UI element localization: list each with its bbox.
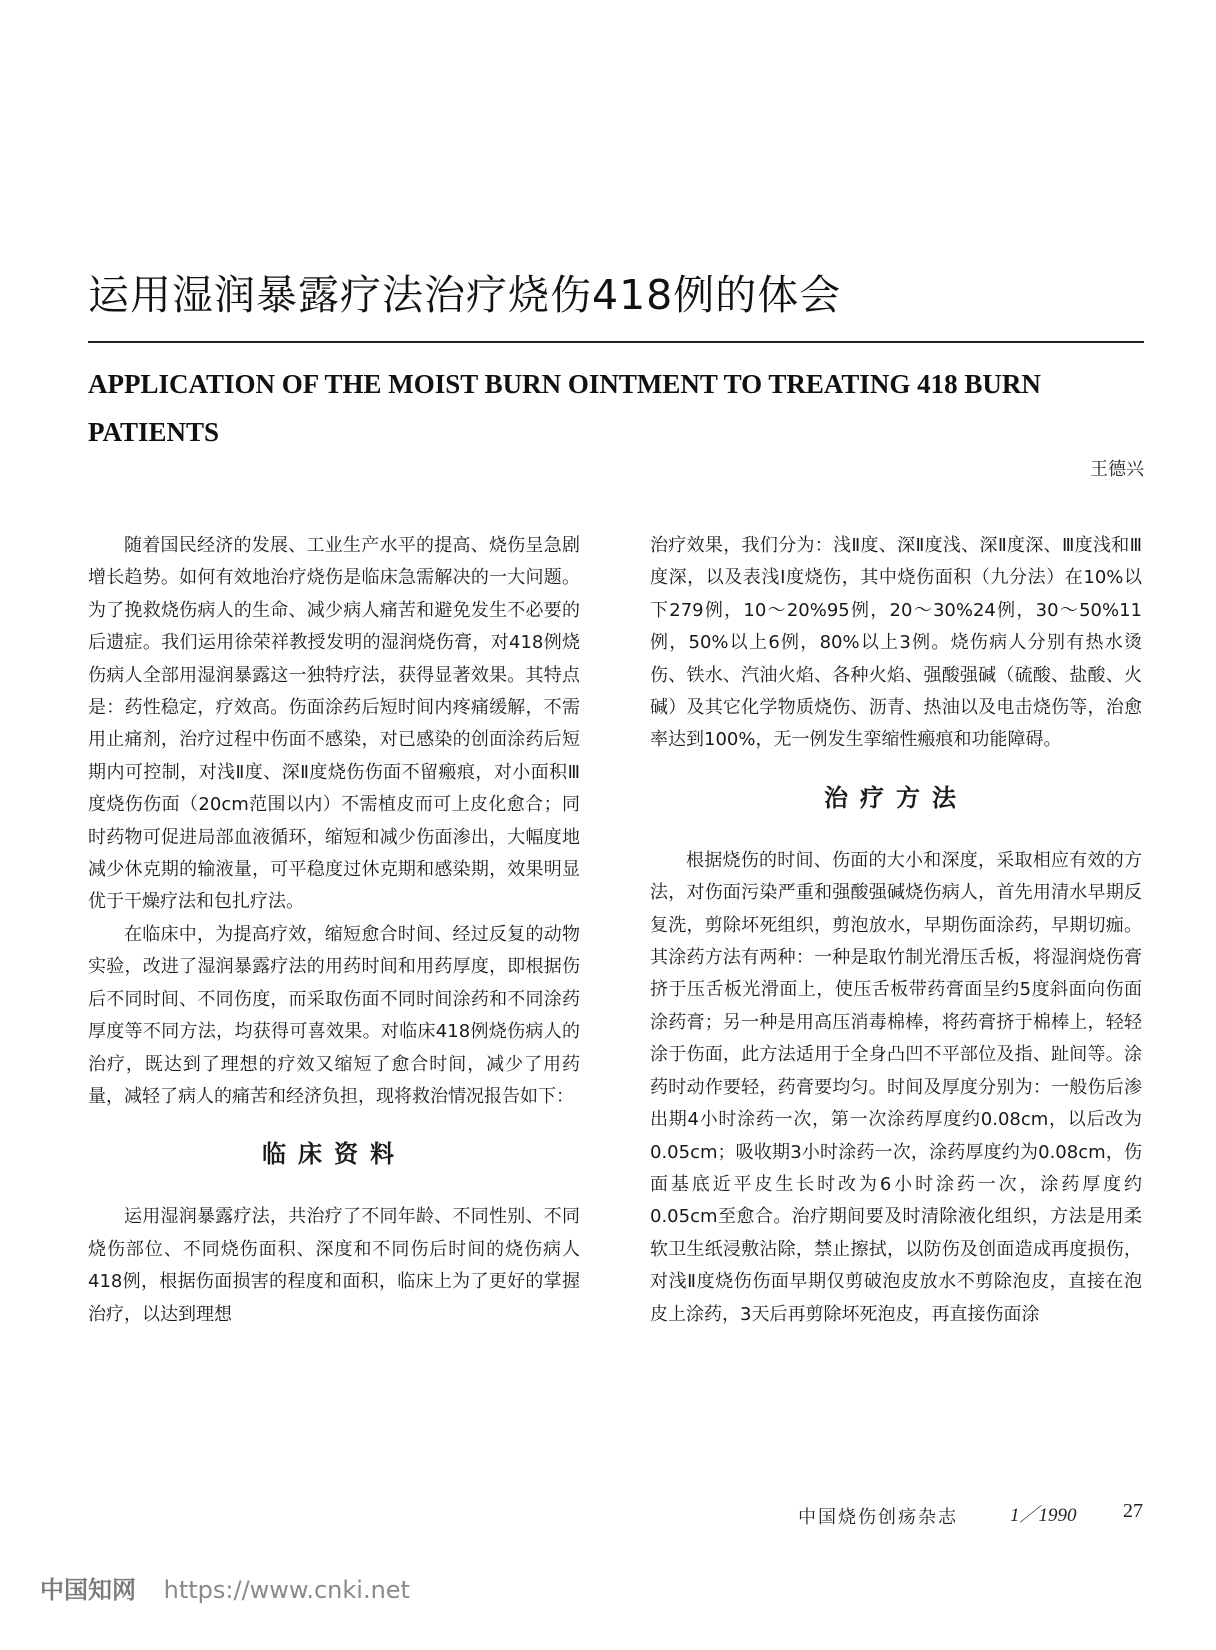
title-divider <box>88 341 1144 343</box>
cnki-watermark <box>40 1570 410 1605</box>
clinical-data-continued-paragraph: 治疗效果，我们分为：浅Ⅱ度、深Ⅱ度浅、深Ⅱ度深、Ⅲ度浅和Ⅲ度深，以及表浅Ⅰ度烧伤，其中烧伤面积（九分法）在10%以下279例，10～20%95例，20～30%24例，30～50%11例，50%以上6例，80%以上3例。烧伤病人分别有热水烫伤、铁水、汽油火焰、各种火焰、强酸强碱（硫酸、盐酸、火碱）及其它化学物质烧伤、沥青、热油以及电击烧伤等，治愈率达到100%，无一例发生挛缩性瘢痕和功能障碍。 <box>650 535 1142 751</box>
treatment-method-paragraph: 根据烧伤的时间、伤面的大小和深度，采取相应有效的方法，对伤面污染严重和强酸强碱烧伤病人，首先用清水早期反复洗，剪除坏死组织，剪泡放水，早期伤面涂药，早期切痂。其涂药方法有两种：一种是取竹制光滑压舌板，将湿润烧伤膏挤于压舌板光滑面上，使压舌板带药膏面呈约5度斜面向伤面涂药膏；另一种是用高压消毒棉棒，将药膏挤于棉棒上，轻轻涂于伤面，此方法适用于全身凸凹不平部位及指、趾间等。涂药时动作要轻，药膏要均匀。时间及厚度分别为：一般伤后渗出期4小时涂药一次，第一次涂药厚度约0.08cm，以后改为0.05cm；吸收期3小时涂药一次，涂药厚度约为0.08cm，伤面基底近平皮生长时改为6小时涂药一次，涂药厚度约0.05cm至愈合。治疗期间要及时清除液化组织，方法是用柔软卫生纸浸敷沾除，禁止擦拭，以防伤及创面造成再度损伤，对浅Ⅱ度烧伤伤面早期仅剪破泡皮放水不剪除泡皮，直接在泡皮上涂药，3天后再剪除坏死泡皮，再直接伤面涂 <box>650 849 1142 1325</box>
cnki-logo: 中国知网 <box>40 1576 136 1604</box>
cnki-url: https://www.cnki.net <box>163 1576 410 1604</box>
author-name: 王德兴 <box>1090 459 1144 480</box>
article-title-chinese: 运用湿润暴露疗法治疗烧伤418例的体会 <box>88 271 842 319</box>
journal-name: 中国烧伤创疡杂志 <box>798 1507 958 1528</box>
right-column <box>650 530 1142 1331</box>
page-number: 27 <box>1123 1500 1143 1522</box>
section-heading-clinical-data: 临床资料 <box>262 1140 406 1169</box>
intro-paragraph-2: 在临床中，为提高疗效，缩短愈合时间、经过反复的动物实验，改进了湿润暴露疗法的用药时间和用药厚度，即根据伤后不同时间、不同伤度，而采取伤面不同时间涂药和不同涂药厚度等不同方法，均获得可喜效果。对临床418例烧伤病人的治疗，既达到了理想的疗效又缩短了愈合时间，减少了用药量，减轻了病人的痛苦和经济负担，现将救治情况报告如下： <box>88 923 580 1107</box>
clinical-data-paragraph: 运用湿润暴露疗法，共治疗了不同年龄、不同性别、不同烧伤部位、不同烧伤面积、深度和不同伤后时间的烧伤病人418例，根据伤面损害的程度和面积，临床上为了更好的掌握治疗，以达到理想 <box>88 1206 580 1325</box>
section-heading-treatment-method: 治疗方法 <box>824 783 968 812</box>
left-column <box>88 530 580 1331</box>
issue-number: 1／1990 <box>1010 1505 1077 1526</box>
intro-paragraph-1: 随着国民经济的发展、工业生产水平的提高、烧伤呈急剧增长趋势。如何有效地治疗烧伤是临床急需解决的一大问题。为了挽救烧伤病人的生命、减少病人痛苦和避免发生不必要的后遗症。我们运用徐荣祥教授发明的湿润烧伤膏，对418例烧伤病人全部用湿润暴露这一独特疗法，获得显著效果。其特点是：药性稳定，疗效高。伤面涂药后短时间内疼痛缓解，不需用止痛剂，治疗过程中伤面不感染，对已感染的创面涂药后短期内可控制，对浅Ⅱ度、深Ⅱ度烧伤伤面不留瘢痕，对小面积Ⅲ度烧伤伤面（20cm范围以内）不需植皮而可上皮化愈合；同时药物可促进局部血液循环，缩短和减少伤面渗出，大幅度地减少休克期的输液量，可平稳度过休克期和感染期，效果明显优于干燥疗法和包扎疗法。 <box>88 535 580 913</box>
article-title-english: APPLICATION OF THE MOIST BURN OINTMENT TO TREATING 418 BURN PATIENTS <box>88 369 1041 447</box>
